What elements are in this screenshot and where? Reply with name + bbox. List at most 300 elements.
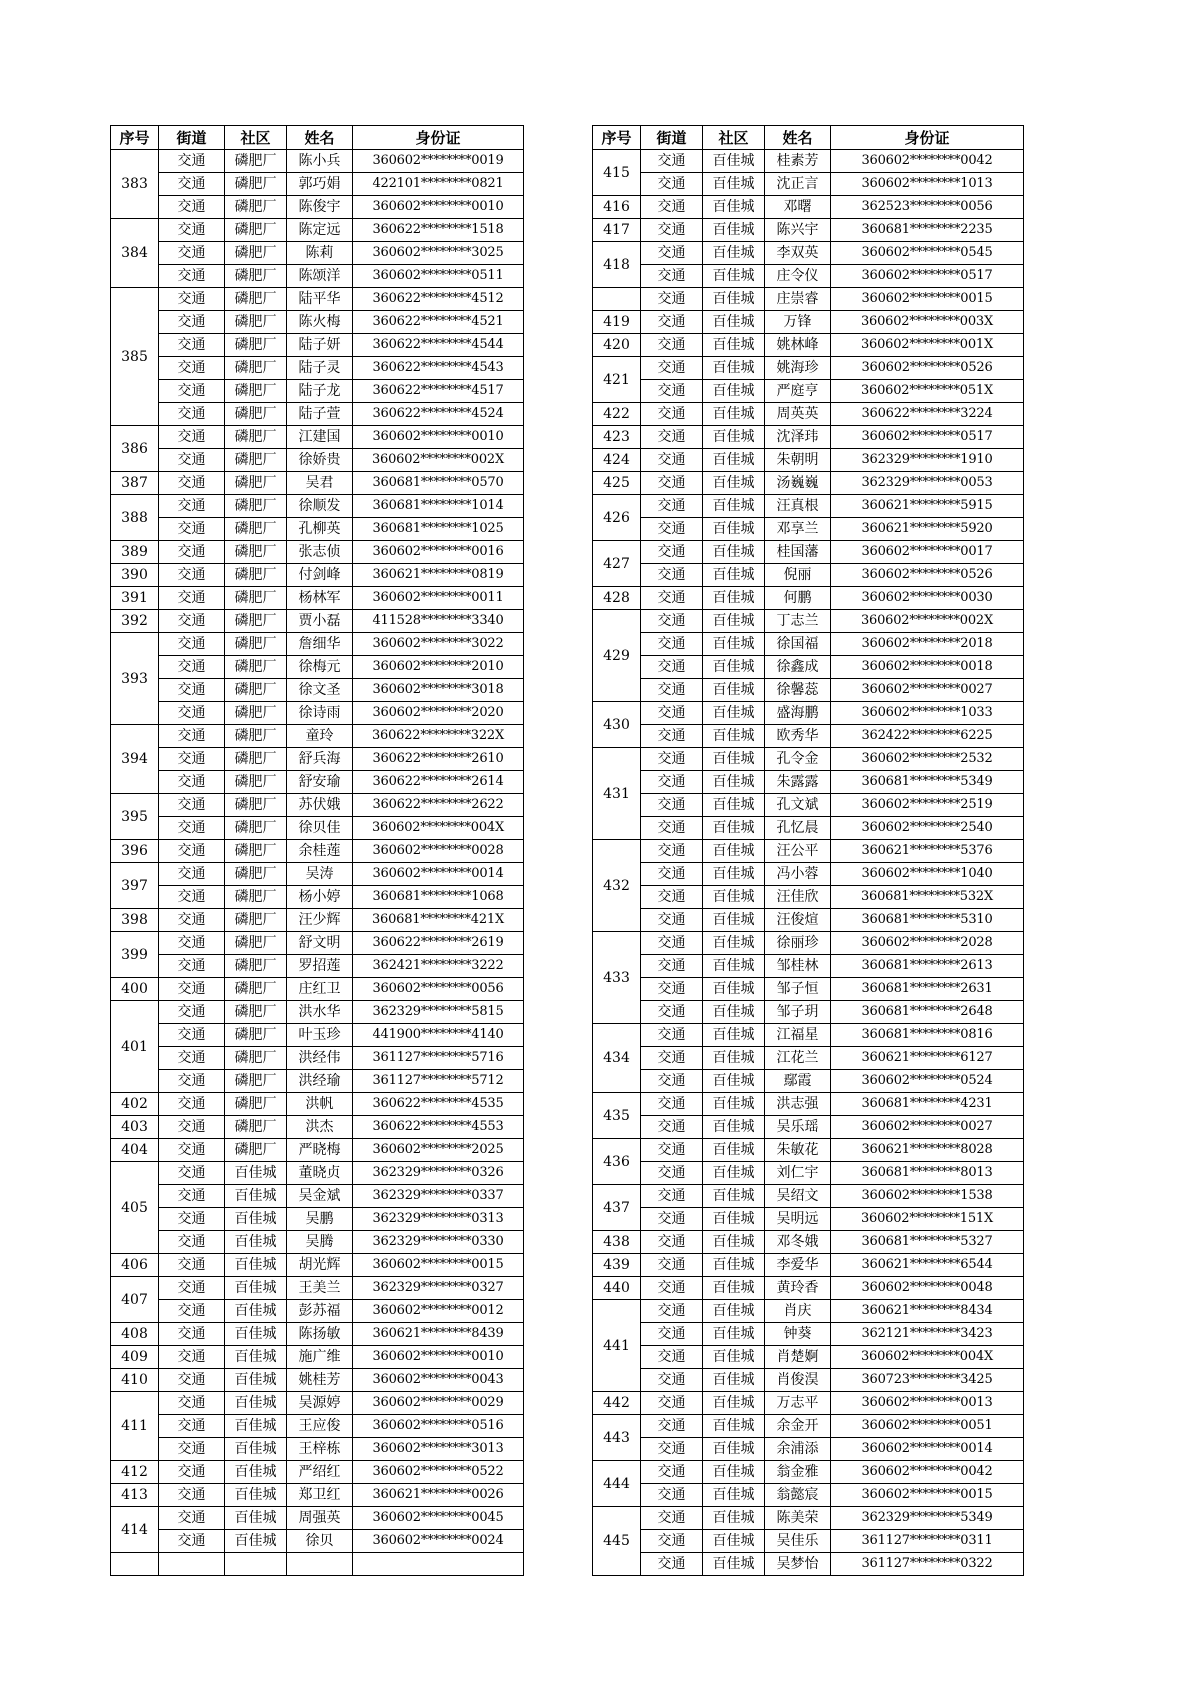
seq-number-cell: 436	[593, 1139, 641, 1185]
id-card-cell: 360602********0015	[831, 1484, 1024, 1507]
name-cell: 邹子玥	[765, 1001, 831, 1024]
seq-number-cell: 437	[593, 1185, 641, 1231]
community-cell: 百佳城	[225, 1300, 287, 1323]
table-row	[111, 1438, 524, 1461]
street-cell: 交通	[159, 886, 225, 909]
table-row	[111, 679, 524, 702]
street-cell: 交通	[641, 1047, 703, 1070]
name-cell: 陈定远	[287, 219, 353, 242]
table-row	[593, 357, 1024, 380]
id-card-cell: 360602********2020	[353, 702, 524, 725]
id-card-cell: 360622********4544	[353, 334, 524, 357]
community-cell: 百佳城	[703, 771, 765, 794]
street-cell: 交通	[159, 633, 225, 656]
community-cell: 磷肥厂	[225, 587, 287, 610]
seq-number-cell: 435	[593, 1093, 641, 1139]
street-cell: 交通	[159, 1047, 225, 1070]
seq-number-cell	[111, 1553, 159, 1576]
community-cell: 百佳城	[703, 357, 765, 380]
name-cell: 叶玉珍	[287, 1024, 353, 1047]
id-card-cell: 361127********0311	[831, 1530, 1024, 1553]
table-row	[593, 1208, 1024, 1231]
seq-number-cell: 440	[593, 1277, 641, 1300]
seq-number-cell: 412	[111, 1461, 159, 1484]
community-cell: 百佳城	[703, 1093, 765, 1116]
street-cell: 交通	[159, 288, 225, 311]
table-row	[111, 978, 524, 1001]
street-cell: 交通	[641, 265, 703, 288]
seq-number-cell: 407	[111, 1277, 159, 1323]
seq-number-cell	[593, 288, 641, 311]
community-cell: 百佳城	[703, 1415, 765, 1438]
seq-number-cell: 422	[593, 403, 641, 426]
community-cell: 百佳城	[703, 150, 765, 173]
community-cell	[225, 1553, 287, 1576]
street-cell: 交通	[641, 541, 703, 564]
id-card-cell: 360602********0042	[831, 150, 1024, 173]
seq-number-cell: 433	[593, 932, 641, 1024]
street-cell: 交通	[641, 748, 703, 771]
id-card-cell: 360602********0012	[353, 1300, 524, 1323]
id-card-cell: 360602********0010	[353, 1346, 524, 1369]
community-cell: 磷肥厂	[225, 840, 287, 863]
table-row	[111, 449, 524, 472]
name-cell: 鄢霞	[765, 1070, 831, 1093]
id-card-cell: 360723********3425	[831, 1369, 1024, 1392]
community-cell: 磷肥厂	[225, 357, 287, 380]
street-cell: 交通	[641, 702, 703, 725]
street-cell: 交通	[641, 495, 703, 518]
name-cell: 陈扬敏	[287, 1323, 353, 1346]
table-row	[593, 564, 1024, 587]
id-card-cell: 360602********0517	[831, 426, 1024, 449]
name-cell: 姚海珍	[765, 357, 831, 380]
name-cell: 徐贝佳	[287, 817, 353, 840]
id-card-cell: 360602********0045	[353, 1507, 524, 1530]
table-body	[111, 150, 524, 1576]
seq-number-cell: 424	[593, 449, 641, 472]
table-row	[111, 1208, 524, 1231]
community-cell: 百佳城	[703, 1369, 765, 1392]
table-row	[111, 863, 524, 886]
street-cell: 交通	[641, 1093, 703, 1116]
header-name: 姓名	[287, 126, 353, 150]
table-row	[111, 1024, 524, 1047]
table-row	[593, 1438, 1024, 1461]
street-cell: 交通	[641, 288, 703, 311]
table-row	[111, 357, 524, 380]
table-row	[593, 1415, 1024, 1438]
street-cell: 交通	[159, 495, 225, 518]
name-cell: 刘仁宇	[765, 1162, 831, 1185]
street-cell: 交通	[159, 403, 225, 426]
id-card-cell: 360602********0014	[831, 1438, 1024, 1461]
id-card-cell: 360602********0014	[353, 863, 524, 886]
name-cell: 吴明远	[765, 1208, 831, 1231]
community-cell: 百佳城	[703, 1300, 765, 1323]
street-cell: 交通	[641, 978, 703, 1001]
name-cell: 王应俊	[287, 1415, 353, 1438]
street-cell: 交通	[641, 1001, 703, 1024]
community-cell: 百佳城	[703, 610, 765, 633]
header-community: 社区	[703, 126, 765, 150]
id-card-cell: 360602********0028	[353, 840, 524, 863]
table-row	[593, 794, 1024, 817]
community-cell: 磷肥厂	[225, 1024, 287, 1047]
street-cell: 交通	[641, 1507, 703, 1530]
name-cell: 陈小兵	[287, 150, 353, 173]
table-body	[593, 150, 1024, 1576]
id-card-cell: 360602********0524	[831, 1070, 1024, 1093]
street-cell: 交通	[641, 196, 703, 219]
seq-number-cell: 402	[111, 1093, 159, 1116]
id-card-cell: 362329********5349	[831, 1507, 1024, 1530]
street-cell: 交通	[641, 1254, 703, 1277]
id-card-cell: 362523********0056	[831, 196, 1024, 219]
name-cell: 陈颂洋	[287, 265, 353, 288]
community-cell: 磷肥厂	[225, 472, 287, 495]
street-cell: 交通	[641, 633, 703, 656]
id-card-cell: 360622********4521	[353, 311, 524, 334]
name-cell: 吴腾	[287, 1231, 353, 1254]
table-row	[111, 334, 524, 357]
street-cell: 交通	[641, 656, 703, 679]
id-card-cell: 362329********5815	[353, 1001, 524, 1024]
id-card-cell: 360602********0516	[353, 1415, 524, 1438]
street-cell: 交通	[641, 403, 703, 426]
community-cell: 百佳城	[703, 518, 765, 541]
table-row	[111, 288, 524, 311]
name-cell: 陈俊宇	[287, 196, 353, 219]
street-cell: 交通	[159, 1116, 225, 1139]
id-card-cell: 360681********0816	[831, 1024, 1024, 1047]
table-row	[593, 955, 1024, 978]
table-row	[111, 587, 524, 610]
table-row	[111, 909, 524, 932]
table-row	[593, 587, 1024, 610]
street-cell: 交通	[159, 1323, 225, 1346]
table-row	[111, 1346, 524, 1369]
name-cell: 邓冬娥	[765, 1231, 831, 1254]
name-cell: 汪少辉	[287, 909, 353, 932]
street-cell: 交通	[159, 863, 225, 886]
table-row	[593, 771, 1024, 794]
table-row	[111, 495, 524, 518]
street-cell: 交通	[641, 1185, 703, 1208]
table-row	[111, 1323, 524, 1346]
id-card-cell: 362329********0330	[353, 1231, 524, 1254]
seq-number-cell: 404	[111, 1139, 159, 1162]
name-cell: 徐顺发	[287, 495, 353, 518]
street-cell: 交通	[641, 817, 703, 840]
community-cell: 磷肥厂	[225, 564, 287, 587]
community-cell: 百佳城	[703, 1530, 765, 1553]
id-card-cell: 360602********2010	[353, 656, 524, 679]
table-row	[593, 403, 1024, 426]
table-row	[593, 840, 1024, 863]
id-card-cell: 360602********051X	[831, 380, 1024, 403]
name-cell: 严庭亨	[765, 380, 831, 403]
name-cell: 徐鑫成	[765, 656, 831, 679]
table-row	[111, 1070, 524, 1093]
table-row	[111, 1484, 524, 1507]
id-card-cell: 360621********5915	[831, 495, 1024, 518]
street-cell: 交通	[641, 242, 703, 265]
street-cell: 交通	[159, 1507, 225, 1530]
table-row	[111, 1185, 524, 1208]
name-cell: 冯小蓉	[765, 863, 831, 886]
seq-number-cell: 405	[111, 1162, 159, 1254]
street-cell: 交通	[159, 357, 225, 380]
community-cell: 磷肥厂	[225, 978, 287, 1001]
community-cell: 磷肥厂	[225, 150, 287, 173]
id-card-cell: 361127********5712	[353, 1070, 524, 1093]
community-cell: 百佳城	[225, 1415, 287, 1438]
id-card-cell: 362329********1910	[831, 449, 1024, 472]
table-row	[111, 219, 524, 242]
name-cell: 丁志兰	[765, 610, 831, 633]
seq-number-cell: 406	[111, 1254, 159, 1277]
seq-number-cell: 430	[593, 702, 641, 748]
id-card-cell: 360602********1013	[831, 173, 1024, 196]
street-cell: 交通	[641, 1346, 703, 1369]
id-card-cell: 360602********0013	[831, 1392, 1024, 1415]
street-cell: 交通	[159, 1162, 225, 1185]
id-card-cell: 360622********4517	[353, 380, 524, 403]
seq-number-cell: 408	[111, 1323, 159, 1346]
name-cell: 周英英	[765, 403, 831, 426]
table-row	[111, 610, 524, 633]
community-cell: 百佳城	[703, 1231, 765, 1254]
street-cell: 交通	[641, 426, 703, 449]
id-card-cell: 360602********0030	[831, 587, 1024, 610]
name-cell: 庄令仪	[765, 265, 831, 288]
community-cell: 百佳城	[225, 1392, 287, 1415]
table-row	[593, 725, 1024, 748]
table-row	[111, 1507, 524, 1530]
community-cell: 百佳城	[703, 242, 765, 265]
table-row	[593, 1001, 1024, 1024]
street-cell: 交通	[641, 1415, 703, 1438]
id-card-cell: 360602********3025	[353, 242, 524, 265]
id-card-cell: 360681********5310	[831, 909, 1024, 932]
seq-number-cell: 415	[593, 150, 641, 196]
community-cell: 磷肥厂	[225, 610, 287, 633]
community-cell: 百佳城	[225, 1162, 287, 1185]
id-card-cell: 360602********0042	[831, 1461, 1024, 1484]
table-row	[593, 1346, 1024, 1369]
seq-number-cell: 428	[593, 587, 641, 610]
community-cell: 百佳城	[703, 449, 765, 472]
street-cell: 交通	[159, 748, 225, 771]
community-cell: 磷肥厂	[225, 311, 287, 334]
street-cell: 交通	[641, 1300, 703, 1323]
street-cell: 交通	[641, 587, 703, 610]
seq-number-cell: 387	[111, 472, 159, 495]
seq-number-cell: 445	[593, 1507, 641, 1576]
street-cell: 交通	[641, 1553, 703, 1576]
street-cell: 交通	[159, 932, 225, 955]
name-cell: 贾小磊	[287, 610, 353, 633]
id-card-cell: 360602********0043	[353, 1369, 524, 1392]
table-row	[111, 403, 524, 426]
community-cell: 百佳城	[703, 909, 765, 932]
table-row	[593, 1254, 1024, 1277]
table-row	[111, 817, 524, 840]
street-cell: 交通	[159, 840, 225, 863]
id-card-cell: 362329********0327	[353, 1277, 524, 1300]
name-cell: 徐梅元	[287, 656, 353, 679]
community-cell: 百佳城	[703, 679, 765, 702]
id-card-cell: 360681********1014	[353, 495, 524, 518]
id-card-cell: 360602********1033	[831, 702, 1024, 725]
street-cell: 交通	[159, 1461, 225, 1484]
id-card-cell: 360602********2028	[831, 932, 1024, 955]
street-cell: 交通	[159, 656, 225, 679]
id-card-cell: 362421********3222	[353, 955, 524, 978]
name-cell: 徐国福	[765, 633, 831, 656]
seq-number-cell: 423	[593, 426, 641, 449]
name-cell: 郭巧娟	[287, 173, 353, 196]
community-cell: 磷肥厂	[225, 1116, 287, 1139]
street-cell: 交通	[159, 564, 225, 587]
id-card-cell: 360681********1068	[353, 886, 524, 909]
id-card-cell: 360622********322X	[353, 725, 524, 748]
street-cell: 交通	[641, 863, 703, 886]
table-row	[593, 242, 1024, 265]
community-cell: 百佳城	[225, 1323, 287, 1346]
id-card-cell: 360621********8434	[831, 1300, 1024, 1323]
community-cell: 百佳城	[703, 725, 765, 748]
name-cell: 邹桂林	[765, 955, 831, 978]
name-cell: 徐馨蕊	[765, 679, 831, 702]
community-cell: 磷肥厂	[225, 518, 287, 541]
id-card-cell: 360602********004X	[831, 1346, 1024, 1369]
name-cell: 吴涛	[287, 863, 353, 886]
community-cell: 磷肥厂	[225, 748, 287, 771]
seq-number-cell: 438	[593, 1231, 641, 1254]
street-cell: 交通	[159, 265, 225, 288]
street-cell: 交通	[159, 1369, 225, 1392]
name-cell: 徐诗雨	[287, 702, 353, 725]
table-row	[111, 1300, 524, 1323]
table-row	[111, 265, 524, 288]
id-card-cell: 360681********4231	[831, 1093, 1024, 1116]
seq-number-cell: 385	[111, 288, 159, 426]
table-row	[111, 932, 524, 955]
table-row	[593, 1461, 1024, 1484]
street-cell: 交通	[159, 1438, 225, 1461]
seq-number-cell: 427	[593, 541, 641, 587]
seq-number-cell: 439	[593, 1254, 641, 1277]
community-cell: 百佳城	[703, 1346, 765, 1369]
table-row	[593, 288, 1024, 311]
id-card-cell: 360602********2519	[831, 794, 1024, 817]
id-card-cell: 360602********3022	[353, 633, 524, 656]
community-cell: 百佳城	[703, 817, 765, 840]
name-cell: 汪真根	[765, 495, 831, 518]
name-cell: 张志侦	[287, 541, 353, 564]
table-row	[593, 311, 1024, 334]
seq-number-cell: 418	[593, 242, 641, 288]
community-cell: 百佳城	[703, 265, 765, 288]
community-cell: 磷肥厂	[225, 633, 287, 656]
name-cell: 童玲	[287, 725, 353, 748]
seq-number-cell: 429	[593, 610, 641, 702]
community-cell: 磷肥厂	[225, 817, 287, 840]
seq-number-cell: 386	[111, 426, 159, 472]
id-card-cell: 360681********532X	[831, 886, 1024, 909]
community-cell: 百佳城	[703, 1139, 765, 1162]
street-cell: 交通	[159, 610, 225, 633]
name-cell: 施广维	[287, 1346, 353, 1369]
table-row	[593, 1231, 1024, 1254]
table-row	[593, 1185, 1024, 1208]
id-card-cell: 360681********8013	[831, 1162, 1024, 1185]
table-row	[593, 196, 1024, 219]
name-cell: 孔文斌	[765, 794, 831, 817]
name-cell	[287, 1553, 353, 1576]
seq-number-cell: 384	[111, 219, 159, 288]
table-row	[593, 932, 1024, 955]
id-card-cell: 360681********0570	[353, 472, 524, 495]
street-cell: 交通	[159, 219, 225, 242]
community-cell: 百佳城	[703, 656, 765, 679]
name-cell: 王梓栋	[287, 1438, 353, 1461]
table-row	[111, 380, 524, 403]
community-cell: 磷肥厂	[225, 656, 287, 679]
community-cell: 磷肥厂	[225, 909, 287, 932]
id-card-cell: 360602********151X	[831, 1208, 1024, 1231]
name-cell: 桂国藩	[765, 541, 831, 564]
id-card-cell: 360602********0029	[353, 1392, 524, 1415]
id-card-cell: 360622********2619	[353, 932, 524, 955]
community-cell: 百佳城	[703, 1277, 765, 1300]
table-row	[111, 1093, 524, 1116]
table-row	[111, 518, 524, 541]
name-cell: 徐文圣	[287, 679, 353, 702]
id-card-cell: 360681********5349	[831, 771, 1024, 794]
id-card-cell: 360602********3013	[353, 1438, 524, 1461]
name-cell: 陆平华	[287, 288, 353, 311]
table-row	[593, 495, 1024, 518]
community-cell: 磷肥厂	[225, 1093, 287, 1116]
street-cell: 交通	[641, 564, 703, 587]
id-card-cell: 360602********0027	[831, 1116, 1024, 1139]
community-cell: 百佳城	[703, 1047, 765, 1070]
community-cell: 磷肥厂	[225, 219, 287, 242]
name-cell: 徐娇贵	[287, 449, 353, 472]
name-cell: 苏伏娥	[287, 794, 353, 817]
street-cell: 交通	[159, 472, 225, 495]
id-card-cell: 360602********2018	[831, 633, 1024, 656]
community-cell: 百佳城	[225, 1185, 287, 1208]
name-cell: 吴鹏	[287, 1208, 353, 1231]
id-card-cell: 360622********4553	[353, 1116, 524, 1139]
community-cell: 磷肥厂	[225, 334, 287, 357]
community-cell: 百佳城	[703, 472, 765, 495]
id-card-cell: 360602********003X	[831, 311, 1024, 334]
name-cell: 陈兴宇	[765, 219, 831, 242]
table-row	[593, 886, 1024, 909]
community-cell: 百佳城	[703, 173, 765, 196]
community-cell: 磷肥厂	[225, 196, 287, 219]
street-cell: 交通	[641, 1116, 703, 1139]
name-cell: 洪经瑜	[287, 1070, 353, 1093]
name-cell: 吴梦怡	[765, 1553, 831, 1576]
table-row	[593, 656, 1024, 679]
community-cell: 百佳城	[703, 1024, 765, 1047]
